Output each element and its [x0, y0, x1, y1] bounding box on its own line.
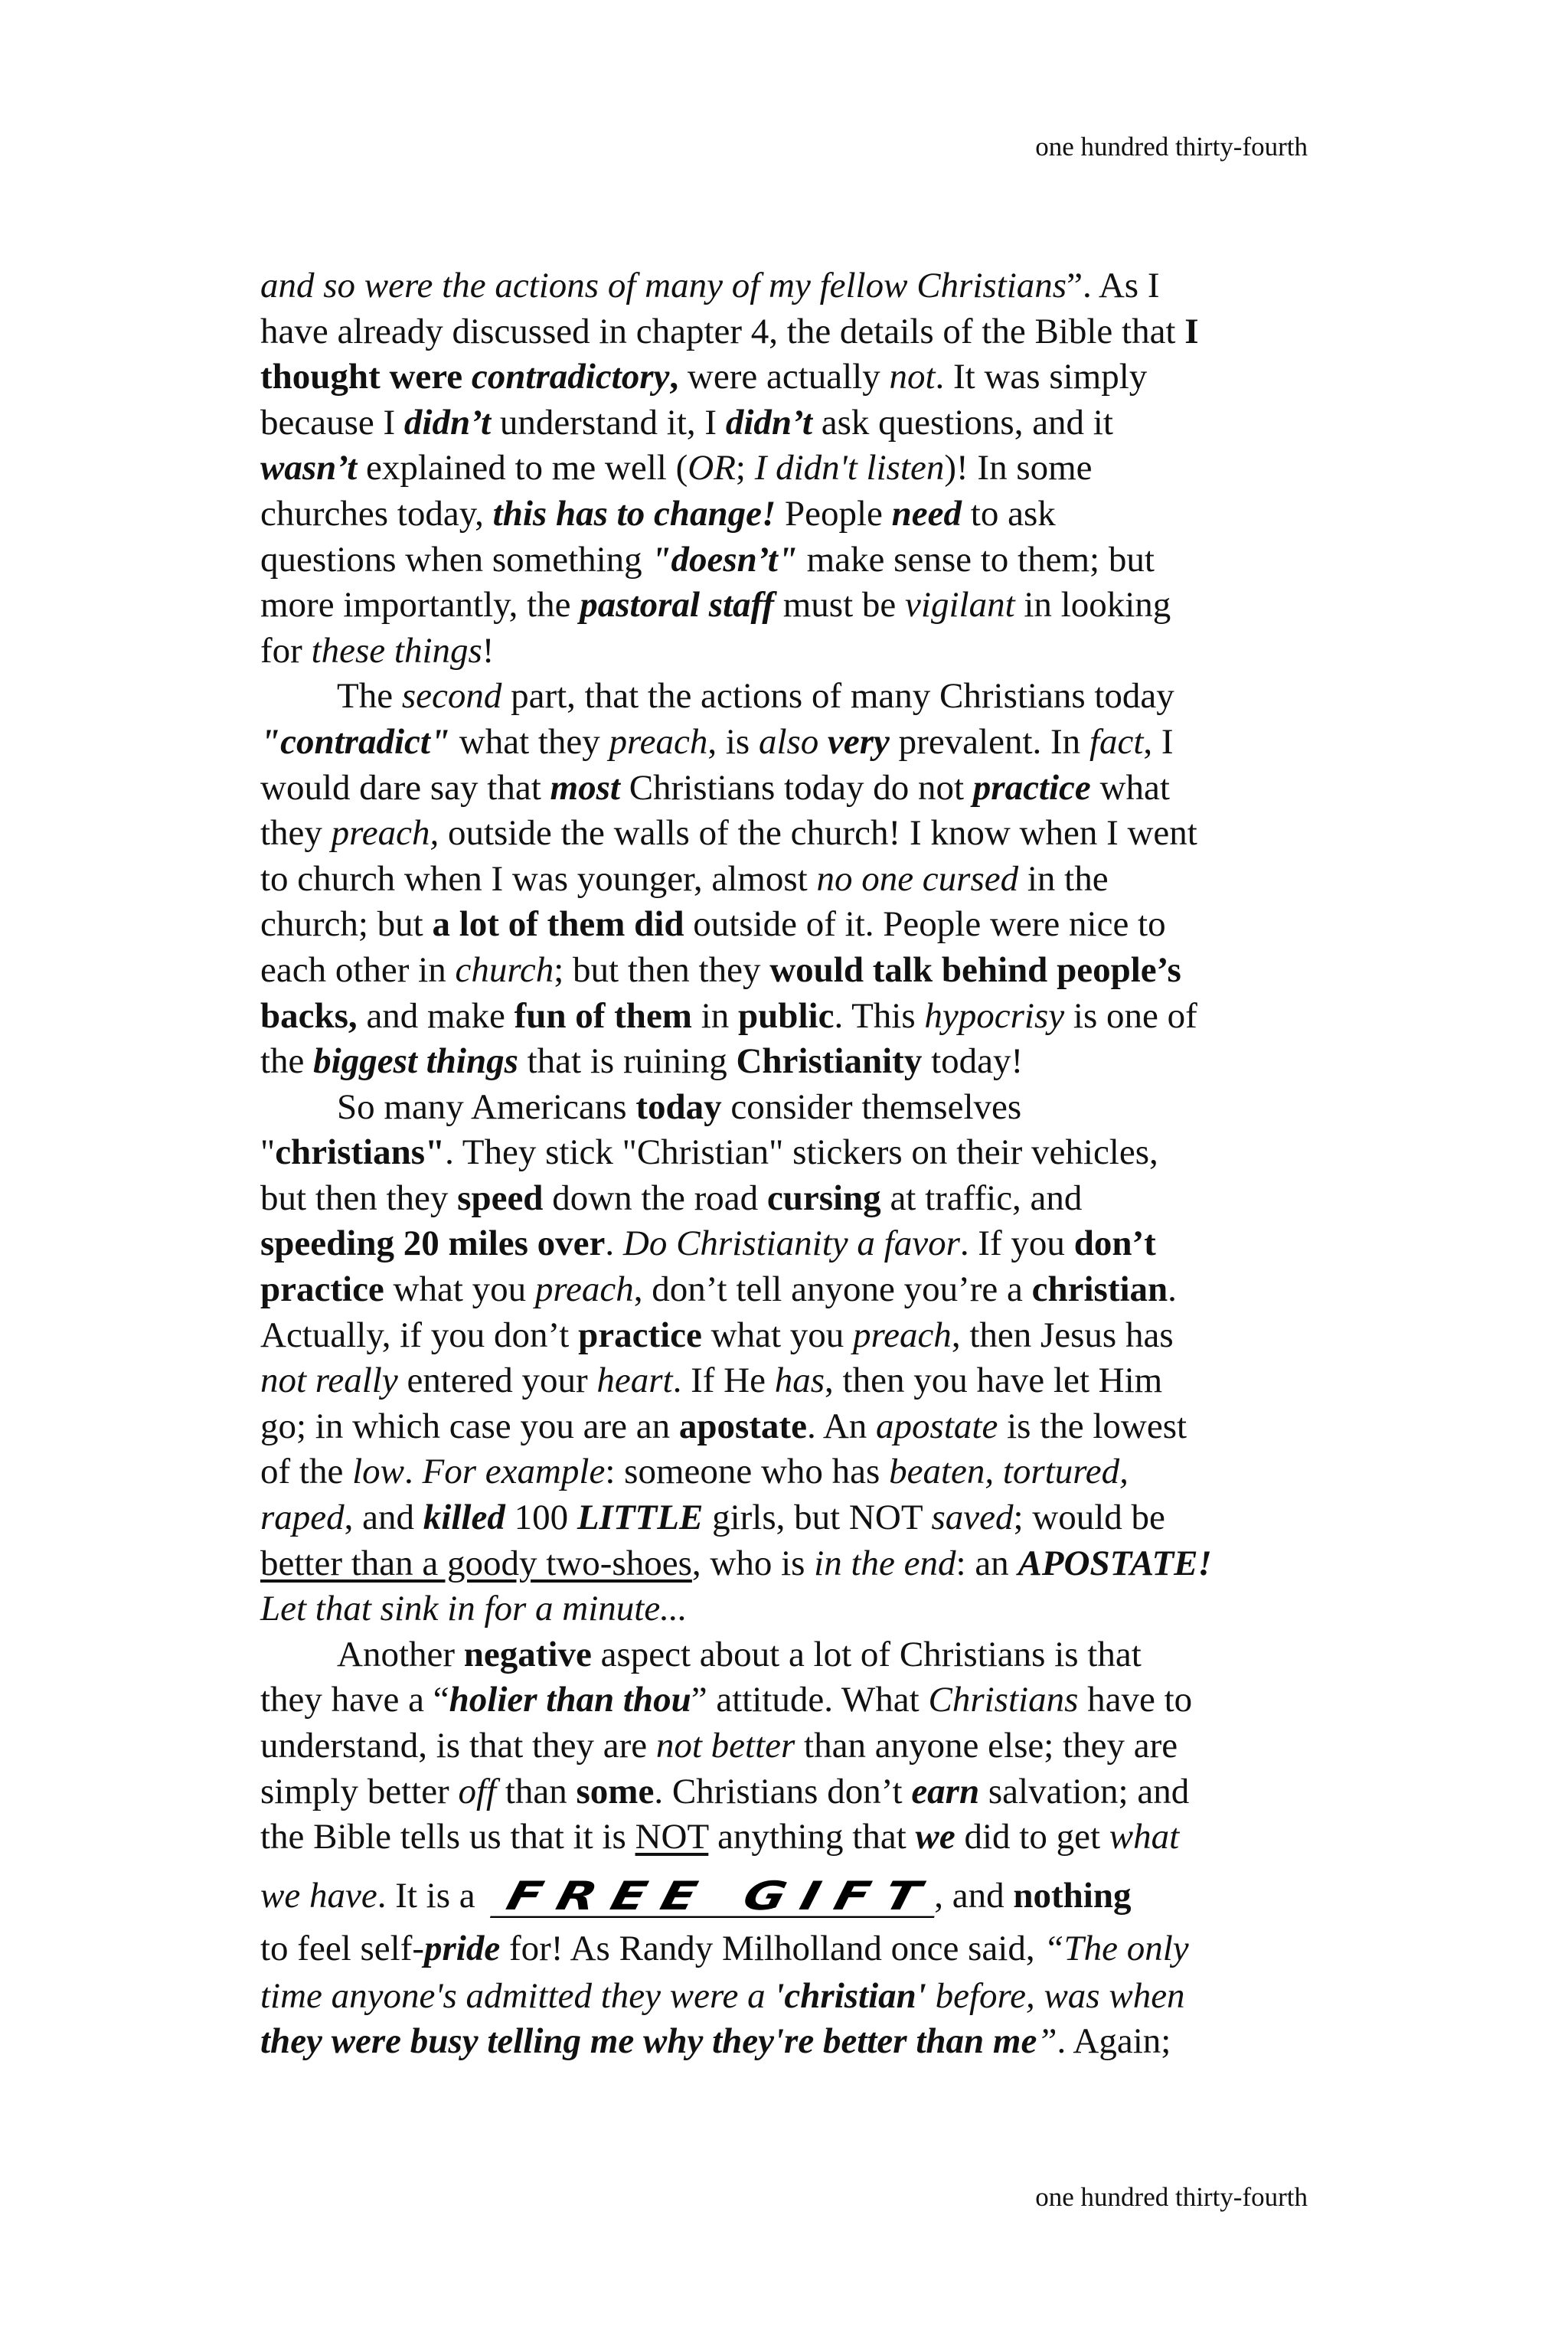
bold-text: thought were [260, 357, 472, 397]
text-run: understand it, I [491, 402, 726, 443]
italic-text: preach [534, 1269, 634, 1310]
bold-italic-text: this has to change! [492, 493, 776, 534]
bold-text: , [669, 357, 679, 397]
bold-italic-text: we [915, 1817, 956, 1857]
bold-italic-text: LITTLE [577, 1498, 704, 1538]
text-run: " [260, 1132, 276, 1173]
text-run: questions when something [260, 539, 652, 580]
running-footer: one hundred thirty-fourth [1035, 2182, 1308, 2212]
text-line [260, 1449, 1212, 1495]
text-run: . [404, 1452, 423, 1492]
text-line [260, 1039, 1212, 1085]
bold-italic-text: holier than thou [449, 1680, 691, 1720]
text-line [260, 1677, 1212, 1723]
bold-text: I [1184, 311, 1199, 351]
text-run: to ask [962, 493, 1056, 534]
text-run: prevalent. In [889, 721, 1089, 762]
text-run: Another [337, 1634, 464, 1674]
text-run: . Christians don’t [654, 1771, 912, 1811]
text-line [260, 400, 1212, 446]
bold-italic-text: they were busy telling me why they're better than me [260, 2021, 1037, 2062]
text-run: they [260, 813, 332, 854]
text-run: . It was simply [935, 357, 1148, 397]
text-line [260, 1723, 1212, 1769]
bold-text: practice [260, 1269, 384, 1310]
text-line [260, 1130, 1212, 1176]
text-run: explained to me well ( [357, 448, 688, 488]
text-run: . Again; [1057, 2021, 1171, 2062]
text-run: , and [344, 1498, 423, 1538]
text-line [260, 1404, 1212, 1450]
text-run: . It is a [377, 1875, 485, 1916]
italic-text: hypocrisy [924, 995, 1065, 1036]
paragraph-start [260, 1632, 1212, 1678]
text-run: have already discussed in chapter 4, the details of the Bible that [260, 311, 1185, 351]
text-run: part, that the actions of many Christians today [501, 676, 1174, 717]
bold-italic-text: wasn’t [260, 448, 358, 488]
italic-text: and so were the actions of many of my fellow Christians [260, 266, 1067, 305]
bold-italic-text: didn’t [725, 402, 812, 443]
underlined-text: NOT [635, 1817, 709, 1857]
italic-text: before, was when [926, 1975, 1185, 2016]
text-line [260, 583, 1212, 629]
text-run: outside the walls of the church! I know when I went [439, 813, 1197, 854]
text-line [260, 309, 1212, 355]
bold-text: apostate [678, 1406, 807, 1446]
text-line [260, 1926, 1212, 1974]
text-run: would dare say that [260, 767, 550, 808]
bold-italic-text: practice [972, 767, 1091, 808]
bold-italic-text: APOSTATE! [1018, 1543, 1212, 1583]
underlined-text: better than a goody two-shoes [260, 1543, 692, 1583]
text-run: make sense to them; but [797, 539, 1155, 580]
bold-text: christian [1031, 1269, 1168, 1310]
text-line [260, 492, 1212, 537]
text-run: )! In some [944, 448, 1093, 488]
text-run: is one of [1064, 995, 1197, 1036]
italic-text: fact [1089, 721, 1144, 762]
text-run: The [337, 676, 402, 717]
italic-text: what [1109, 1817, 1180, 1857]
text-run: for! As Randy Milholland once said, [500, 1928, 1044, 1968]
text-line [260, 857, 1212, 903]
text-run: the Bible tells us that it is [260, 1817, 635, 1857]
text-run: : someone who has [605, 1452, 890, 1492]
italic-text: preach [853, 1315, 952, 1355]
text-run: People [776, 493, 892, 534]
text-run: . If you [959, 1223, 1074, 1264]
bold-italic-text: very [828, 721, 890, 762]
text-run: churches today, [260, 493, 493, 534]
text-run: more importantly, the [260, 585, 580, 626]
italic-text: apostate [876, 1406, 998, 1446]
text-run: salvation; and [979, 1771, 1190, 1811]
text-run: than [496, 1771, 577, 1811]
italic-text: not [889, 357, 936, 397]
italic-text: has [774, 1361, 825, 1401]
text-line [260, 1815, 1212, 1860]
text-run: entered your [397, 1361, 597, 1401]
text-run: and make [357, 995, 514, 1036]
text-line [260, 446, 1212, 492]
bold-text: Christianity [736, 1041, 923, 1082]
bold-text: today [635, 1086, 722, 1127]
text-line [260, 811, 1212, 857]
text-run: : an [956, 1543, 1018, 1583]
text-run: than anyone else; they are [795, 1726, 1178, 1766]
text-run: at traffic, and [880, 1178, 1083, 1218]
text-line [260, 354, 1212, 400]
text-run: to church when I was younger, almost [260, 858, 817, 899]
bold-italic-text: didn’t [403, 402, 492, 443]
text-run: So many Americans [337, 1086, 636, 1127]
bold-text: speed [457, 1178, 544, 1218]
italic-text: in the end [814, 1543, 956, 1583]
text-run: . [605, 1223, 623, 1264]
italic-text: raped [260, 1498, 345, 1538]
running-header: one hundred thirty-fourth [1035, 132, 1308, 162]
text-run: ”. As I [1067, 266, 1160, 305]
text-run: outside of it. People were nice to [684, 904, 1166, 945]
text-line [260, 1221, 1212, 1267]
text-line [260, 1495, 1212, 1541]
italic-text: no one cursed [816, 858, 1019, 899]
italic-text: “The only [1044, 1928, 1189, 1968]
text-line [260, 902, 1212, 948]
text-run: . If He [672, 1361, 775, 1401]
text-run: . [1168, 1269, 1177, 1310]
text-run: , is [707, 721, 759, 762]
bold-text: a lot of them did [432, 904, 684, 945]
text-run: , who is [691, 1543, 815, 1583]
text-run: that is ruining [518, 1041, 737, 1082]
text-line [260, 1358, 1212, 1404]
text-run: but then they [260, 1178, 458, 1218]
text-line [260, 1974, 1212, 2020]
text-run: . An [806, 1406, 877, 1446]
text-line [260, 537, 1212, 583]
text-line [260, 948, 1212, 994]
text-run: ; would be [1013, 1498, 1165, 1538]
text-line [260, 1176, 1212, 1222]
italic-text: Christians [928, 1680, 1079, 1720]
text-run: what [1090, 767, 1170, 808]
text-run: were actually [678, 357, 890, 397]
text-run: , and [934, 1875, 1014, 1916]
italic-text: also [758, 721, 819, 762]
text-line [260, 1586, 1212, 1632]
text-run: girls, but NOT [703, 1498, 932, 1538]
text-run: aspect about a lot of Christians is that [591, 1634, 1142, 1674]
text-run: did to get [955, 1817, 1109, 1857]
text-run: go; in which case you are an [260, 1406, 679, 1446]
text-run: ; [735, 448, 755, 488]
bold-text: speeding 20 miles over [260, 1223, 606, 1264]
italic-text: preach, [331, 813, 439, 854]
bold-italic-text: pastoral staff [580, 585, 774, 626]
text-run [818, 722, 828, 762]
italic-text: second [401, 676, 502, 717]
text-run: . This [834, 995, 925, 1036]
text-line [260, 1541, 1212, 1587]
text-run: to feel self- [260, 1928, 425, 1968]
bold-text: would talk behind people’s [769, 949, 1181, 990]
text-run: anything that [708, 1817, 916, 1857]
text-run: in the [1018, 858, 1109, 899]
text-run: understand, is that they are [260, 1726, 656, 1766]
italic-text: saved [931, 1498, 1014, 1538]
italic-text: off [458, 1771, 497, 1811]
text-run: for [260, 630, 312, 671]
text-line [260, 720, 1212, 766]
text-run: Actually, if you don’t [260, 1315, 579, 1355]
bold-text: fun of them [514, 995, 692, 1036]
text-run: what you [701, 1315, 854, 1355]
text-run: today! [922, 1041, 1024, 1082]
italic-text: For example [422, 1452, 606, 1492]
text-line [260, 1769, 1212, 1815]
bold-italic-text: need [891, 493, 962, 534]
text-run: , then you have let Him [825, 1361, 1163, 1401]
italic-text: ” [1037, 2021, 1057, 2062]
italic-text: low [352, 1452, 404, 1492]
text-run: , I [1143, 721, 1174, 762]
body-text [260, 263, 1212, 2065]
text-run: of the [260, 1452, 353, 1492]
text-line [260, 629, 1212, 675]
text-run: in [691, 995, 739, 1036]
bold-italic-text: most [550, 767, 620, 808]
bold-italic-text: killed [423, 1498, 505, 1538]
text-run: the [260, 1041, 314, 1082]
text-run: have to [1078, 1680, 1193, 1720]
bold-text: christians" [275, 1132, 446, 1173]
italic-text: OR [688, 448, 736, 488]
text-run: must be [774, 585, 906, 626]
italic-text: beaten, tortured, [889, 1452, 1129, 1492]
text-line [260, 1860, 1212, 1926]
text-line [260, 263, 1212, 309]
italic-text: time anyone's admitted they were a [260, 1975, 775, 2016]
italic-text: not better [655, 1726, 795, 1766]
bold-italic-text: earn [911, 1771, 980, 1811]
bold-italic-text: contradictory [471, 357, 670, 397]
italic-text: Do Christianity a favor [622, 1223, 960, 1264]
bold-text: some [576, 1771, 655, 1811]
italic-text: heart [596, 1361, 673, 1401]
bold-italic-text: pride [424, 1928, 501, 1968]
bold-text: practice [578, 1315, 702, 1355]
italic-text: church [455, 949, 554, 990]
text-run: what you [384, 1269, 535, 1310]
paragraph-start [260, 674, 1212, 720]
italic-text: not really [260, 1361, 398, 1401]
text-line [260, 1267, 1212, 1313]
italic-text: preach [609, 721, 708, 762]
text-run: what they [450, 721, 609, 762]
text-line [260, 1313, 1212, 1359]
text-run: ” attitude. What [691, 1680, 929, 1720]
text-run: simply better [260, 1771, 459, 1811]
bold-italic-text: "contradict" [260, 721, 451, 762]
text-run: church; but [260, 904, 433, 945]
bold-italic-text: "doesn’t" [651, 539, 798, 580]
text-run: they have a “ [260, 1680, 449, 1720]
text-run: . They stick "Christian" stickers on their vehicles, [445, 1132, 1158, 1173]
bold-italic-text: 'christian' [774, 1975, 926, 2016]
text-run: ! [482, 630, 495, 671]
bold-text: public [738, 995, 835, 1036]
bold-text: negative [463, 1634, 592, 1674]
text-run: 100 [505, 1498, 577, 1538]
bold-italic-text: biggest things [313, 1041, 518, 1082]
bold-text: nothing [1013, 1875, 1132, 1916]
bold-text: backs, [260, 995, 358, 1036]
text-run: each other in [260, 949, 456, 990]
italic-text: vigilant [905, 585, 1015, 626]
free-gift-graphic: FREE GIFT [490, 1877, 944, 1918]
text-run: in looking [1014, 585, 1171, 626]
bold-text: don’t [1073, 1223, 1156, 1264]
text-run: down the road [543, 1178, 767, 1218]
text-run: , don’t tell anyone you’re a [633, 1269, 1032, 1310]
text-line [260, 994, 1212, 1040]
italic-text: Let that sink in for a minute... [260, 1589, 688, 1629]
text-run: because I [260, 402, 404, 443]
bold-text: cursing [766, 1178, 881, 1218]
text-run: ; but then they [554, 949, 770, 990]
italic-text: these things [311, 630, 482, 671]
text-line [260, 766, 1212, 812]
italic-text: we have [260, 1875, 377, 1916]
italic-text: I didn't listen [754, 448, 945, 488]
text-run: consider themselves [721, 1086, 1022, 1127]
text-run: ask questions, and it [812, 402, 1113, 443]
paragraph-start [260, 1085, 1212, 1131]
text-run: Christians today do not [619, 767, 973, 808]
text-run: , then Jesus has [951, 1315, 1174, 1355]
text-line [260, 2019, 1212, 2065]
text-run: is the lowest [998, 1406, 1187, 1446]
